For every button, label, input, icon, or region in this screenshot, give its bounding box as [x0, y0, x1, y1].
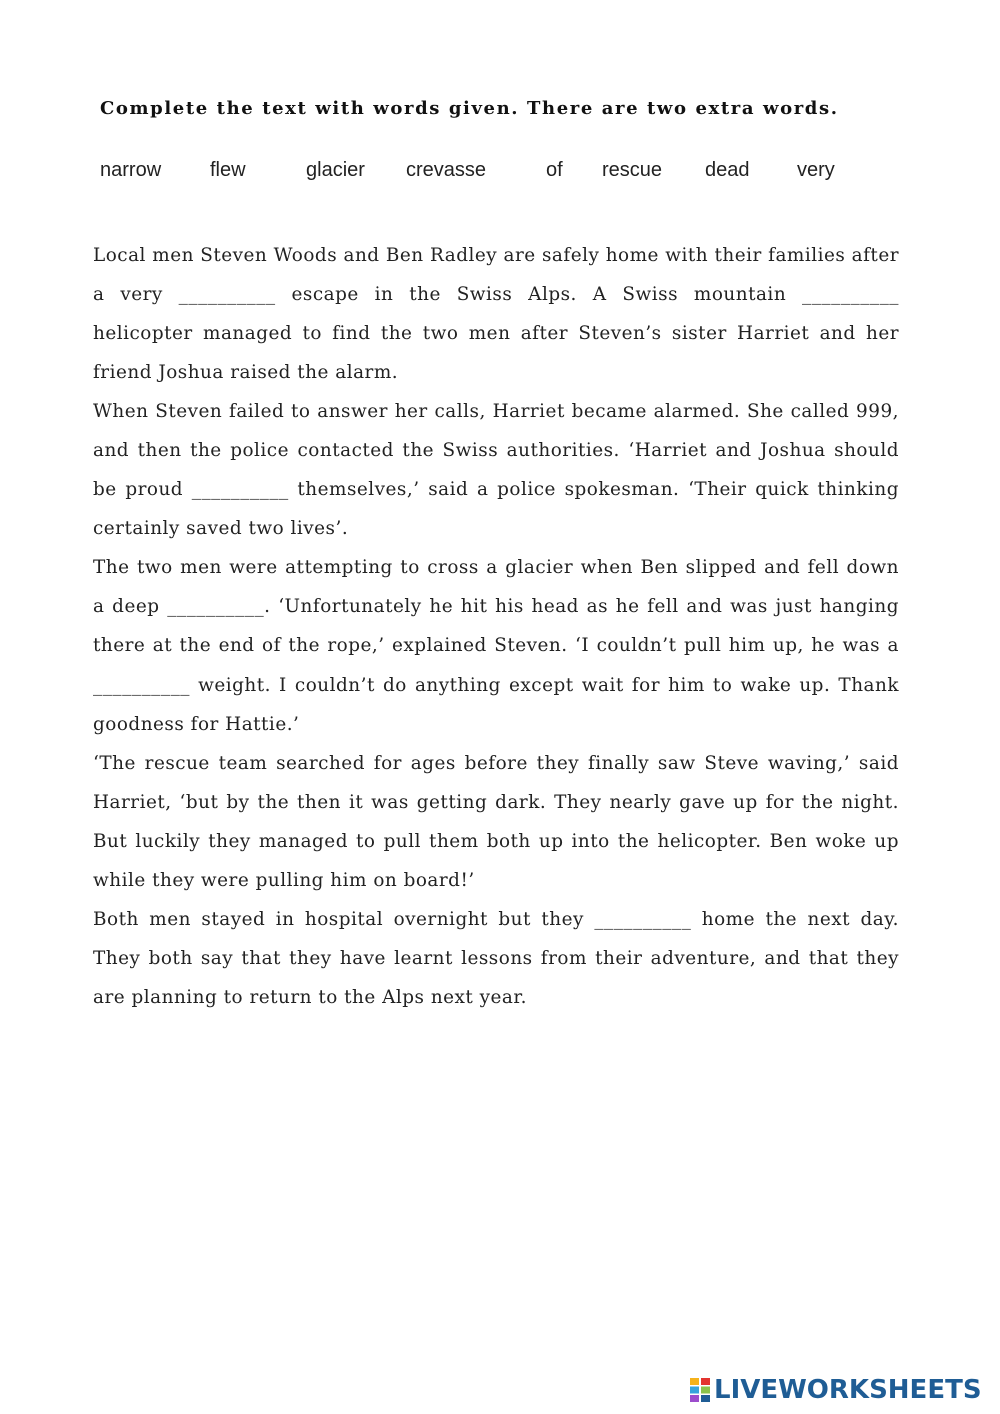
story-text-run: Local men Steven Woods and Ben Radley are safely home with their families after a very — [93, 245, 899, 306]
logo-text: LIVEWORKSHEETS — [714, 1375, 982, 1405]
story-text-run: weight. I couldn’t do anything except wait for him to wake up. Thank goodness for Hattie.’ — [93, 674, 899, 735]
answer-blank[interactable]: __________ — [594, 908, 692, 930]
answer-blank[interactable]: __________ — [93, 674, 190, 696]
story-text-run: When Steven failed to answer her calls, Harriet became alarmed. She called 999, and then the police contacted the Swiss authorities. ‘Harriet and Joshua should be proud — [93, 401, 899, 501]
word-bank-item[interactable]: flew — [210, 159, 246, 181]
word-bank-item[interactable]: rescue — [602, 159, 663, 181]
word-bank — [0, 159, 1000, 189]
story-paragraph — [93, 744, 899, 900]
word-bank-item[interactable]: narrow — [100, 159, 162, 181]
story-text-run: . ‘Unfortunately he hit his head as he fell and was just hanging there at the end of the rope,’ explained Steven. ‘I couldn’t pull him up, he was a — [93, 596, 900, 657]
story-text-run: ‘The rescue team searched for ages before they finally saw Steve waving,’ said Harriet, ‘but by the then it was getting dark. They nearly gave up for the night. But luckily they managed to pull them both up into the helicopter. Ben woke up while they were pulling him on board!’ — [93, 752, 899, 891]
liveworksheets-logo — [690, 1374, 982, 1406]
story-text-run: Both men stayed in hospital overnight but they — [93, 908, 595, 930]
word-bank-item[interactable]: dead — [705, 159, 750, 181]
story-paragraph — [93, 900, 899, 1017]
story-text-run: helicopter managed to find the two men after Steven’s sister Harriet and her friend Joshua raised the alarm. — [93, 323, 899, 384]
story-paragraph — [93, 548, 899, 743]
story-text-run: escape in the Swiss Alps. A Swiss mountain — [275, 284, 803, 306]
answer-blank[interactable]: __________ — [802, 284, 899, 306]
story-text — [93, 236, 899, 1017]
word-bank-item[interactable]: very — [797, 159, 835, 181]
story-text-run: home the next day. They both say that they have learnt lessons from their adventure, and that they are planning to return to the Alps next year. — [93, 908, 899, 1008]
word-bank-item[interactable]: glacier — [306, 159, 365, 181]
liveworksheets-logo-icon — [690, 1378, 710, 1402]
answer-blank[interactable]: __________ — [191, 479, 289, 501]
answer-blank[interactable]: __________ — [178, 284, 276, 306]
story-paragraph — [93, 392, 899, 548]
instruction-heading: Complete the text with words given. There are two extra words. — [100, 98, 839, 119]
word-bank-item[interactable]: of — [546, 159, 563, 181]
answer-blank[interactable]: __________ — [167, 596, 265, 618]
story-paragraph — [93, 236, 899, 392]
word-bank-item[interactable]: crevasse — [406, 159, 487, 181]
story-text-run: themselves,’ said a police spokesman. ‘Their quick thinking certainly saved two lives’. — [93, 479, 899, 540]
story-text-run: The two men were attempting to cross a glacier when Ben slipped and fell down a deep — [93, 557, 899, 618]
